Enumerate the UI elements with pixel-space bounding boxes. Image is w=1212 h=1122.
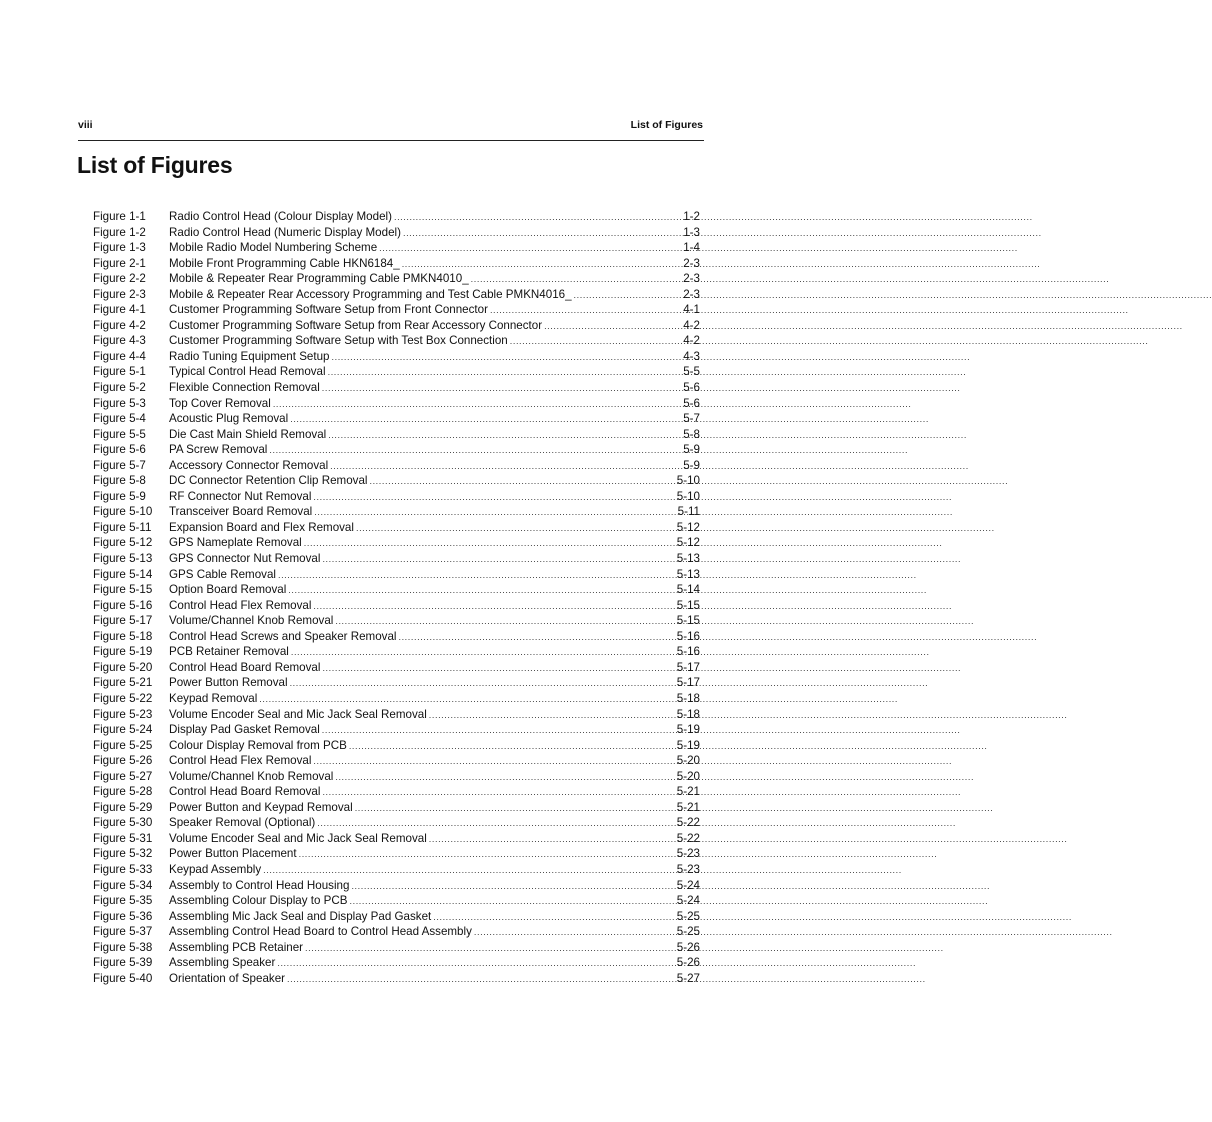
figure-list-item[interactable] xyxy=(93,225,700,241)
figure-title: Orientation of Speaker xyxy=(169,971,286,985)
figure-list-item[interactable] xyxy=(93,878,700,894)
dot-leader xyxy=(429,832,675,848)
dot-leader xyxy=(277,956,674,972)
figure-list-item[interactable] xyxy=(93,582,700,598)
figure-title: Mobile & Repeater Rear Programming Cable PMKN4010_ xyxy=(169,272,469,286)
figure-title: GPS Cable Removal xyxy=(169,567,276,581)
figure-number: Figure 5-25 xyxy=(93,738,153,752)
figure-number: Figure 5-27 xyxy=(93,769,153,783)
figure-page-number: 5-24 xyxy=(676,894,700,908)
figure-number: Figure 5-18 xyxy=(93,629,153,643)
figure-page-number: 5-7 xyxy=(683,412,700,426)
figure-title: Typical Control Head Removal xyxy=(169,365,326,379)
figure-page-number: 5-23 xyxy=(676,847,700,861)
running-title: List of Figures xyxy=(630,119,703,131)
dot-leader xyxy=(510,334,681,350)
figure-title: GPS Nameplate Removal xyxy=(169,536,302,550)
figure-list-item[interactable] xyxy=(93,629,700,645)
figure-list-item[interactable] xyxy=(93,613,700,629)
dot-leader xyxy=(322,723,675,739)
figure-page-number: 5-5 xyxy=(683,365,700,379)
figure-list-item[interactable] xyxy=(93,846,700,862)
dot-leader xyxy=(335,770,674,786)
figure-number: Figure 5-30 xyxy=(93,816,153,830)
dot-leader xyxy=(394,210,681,226)
figure-number: Figure 1-1 xyxy=(93,210,146,223)
figure-list-item[interactable] xyxy=(93,893,700,909)
figure-page-number: 5-8 xyxy=(683,427,700,441)
figure-number: Figure 5-3 xyxy=(93,396,146,410)
figure-page-number: 5-15 xyxy=(676,614,700,628)
figure-page-number: 5-10 xyxy=(676,489,700,503)
figure-page-number: 5-25 xyxy=(676,925,700,939)
figure-list-item[interactable] xyxy=(93,287,700,303)
figure-number: Figure 5-36 xyxy=(93,909,153,923)
dot-leader xyxy=(273,397,681,413)
dot-leader xyxy=(356,521,675,537)
figure-title: Colour Display Removal from PCB xyxy=(169,738,347,752)
figure-number: Figure 4-1 xyxy=(93,303,146,317)
figure-title: Customer Programming Software Setup from Rear Accessory Connector xyxy=(169,318,543,332)
figure-number: Figure 2-1 xyxy=(93,256,146,270)
figure-page-number: 5-19 xyxy=(676,723,700,737)
figure-title: Assembling Speaker xyxy=(169,956,276,970)
figure-title: Mobile Front Programming Cable HKN6184_ xyxy=(169,256,400,270)
figure-number: Figure 1-3 xyxy=(93,241,146,255)
figure-list xyxy=(93,209,700,986)
figure-title: PA Screw Removal xyxy=(169,443,268,457)
figure-number: Figure 5-2 xyxy=(93,381,146,395)
dot-leader xyxy=(471,272,682,288)
figure-page-number: 5-9 xyxy=(683,443,700,457)
dot-leader xyxy=(322,552,674,568)
figure-title: Assembling PCB Retainer xyxy=(169,940,304,954)
figure-list-item[interactable] xyxy=(93,364,700,380)
figure-number: Figure 5-11 xyxy=(93,520,152,534)
figure-page-number: 5-25 xyxy=(676,909,700,923)
figure-list-item[interactable] xyxy=(93,411,700,427)
figure-page-number: 5-17 xyxy=(676,660,700,674)
figure-title: Transceiver Board Removal xyxy=(169,505,313,519)
figure-list-item[interactable] xyxy=(93,769,700,785)
dot-leader xyxy=(351,879,674,895)
figure-number: Figure 5-24 xyxy=(93,723,153,737)
figure-number: Figure 5-39 xyxy=(93,956,153,970)
figure-page-number: 5-20 xyxy=(676,754,700,768)
figure-title: Control Head Flex Removal xyxy=(169,598,312,612)
figure-list-item[interactable] xyxy=(93,442,700,458)
dot-leader xyxy=(304,536,675,552)
dot-leader xyxy=(288,583,674,599)
figure-number: Figure 5-8 xyxy=(93,474,146,488)
figure-list-item[interactable] xyxy=(93,722,700,738)
dot-leader xyxy=(490,303,681,319)
figure-number: Figure 5-22 xyxy=(93,691,153,705)
dot-leader xyxy=(322,661,674,677)
figure-page-number: 5-15 xyxy=(676,598,700,612)
figure-list-item[interactable] xyxy=(93,815,700,831)
header-rule xyxy=(78,140,704,141)
figure-list-item[interactable] xyxy=(93,567,700,583)
figure-title: Speaker Removal (Optional) xyxy=(169,816,316,830)
figure-page-number: 5-27 xyxy=(676,971,700,985)
figure-number: Figure 2-3 xyxy=(93,287,146,301)
figure-list-item[interactable] xyxy=(93,333,700,349)
figure-page-number: 2-3 xyxy=(683,287,700,301)
figure-page-number: 5-22 xyxy=(676,816,700,830)
dot-leader xyxy=(313,490,674,506)
figure-page-number: 5-26 xyxy=(676,956,700,970)
figure-list-item[interactable] xyxy=(93,971,700,987)
figure-title: Power Button Placement xyxy=(169,847,297,861)
figure-page-number: 5-20 xyxy=(676,769,700,783)
figure-number: Figure 5-20 xyxy=(93,660,153,674)
dot-leader xyxy=(379,241,681,257)
figure-number: Figure 5-33 xyxy=(93,862,153,876)
dot-leader xyxy=(544,319,681,335)
figure-number: Figure 5-6 xyxy=(93,443,146,457)
figure-title: Mobile Radio Model Numbering Scheme xyxy=(169,241,378,255)
figure-title: Option Board Removal xyxy=(169,583,287,597)
figure-list-item[interactable] xyxy=(93,598,700,614)
figure-title: Assembly to Control Head Housing xyxy=(169,878,350,892)
figure-title: Control Head Board Removal xyxy=(169,785,321,799)
figure-list-item[interactable] xyxy=(93,520,700,536)
figure-number: Figure 5-7 xyxy=(93,458,146,472)
figure-title: Power Button Removal xyxy=(169,676,288,690)
figure-list-item[interactable] xyxy=(93,271,700,287)
figure-page-number: 5-9 xyxy=(683,458,700,472)
figure-page-number: 5-6 xyxy=(683,381,700,395)
figure-title: RF Connector Nut Removal xyxy=(169,489,312,503)
figure-number: Figure 5-23 xyxy=(93,707,153,721)
dot-leader xyxy=(305,941,675,957)
figure-title: Acoustic Plug Removal xyxy=(169,412,289,426)
figure-title: Radio Control Head (Colour Display Model) xyxy=(169,210,392,223)
figure-page-number: 5-18 xyxy=(676,707,700,721)
figure-title: Control Head Board Removal xyxy=(169,660,321,674)
dot-leader xyxy=(574,288,682,304)
figure-page-number: 1-3 xyxy=(683,225,700,239)
figure-list-item[interactable] xyxy=(93,660,700,676)
figure-title: Accessory Connector Removal xyxy=(169,458,329,472)
figure-title: Volume Encoder Seal and Mic Jack Seal Removal xyxy=(169,831,427,845)
figure-number: Figure 5-13 xyxy=(93,552,153,566)
figure-number: Figure 5-21 xyxy=(93,676,153,690)
dot-leader xyxy=(317,816,675,832)
figure-title: Volume/Channel Knob Removal xyxy=(169,614,334,628)
figure-number: Figure 5-26 xyxy=(93,754,153,768)
figure-number: Figure 5-5 xyxy=(93,427,146,441)
dot-leader xyxy=(349,739,675,755)
figure-list-item[interactable] xyxy=(93,707,700,723)
dot-leader xyxy=(335,614,674,630)
dot-leader xyxy=(433,910,675,926)
figure-title: Assembling Control Head Board to Control Head Assembly xyxy=(169,925,472,939)
figure-title: PCB Retainer Removal xyxy=(169,645,289,659)
figure-page-number: 2-3 xyxy=(683,256,700,270)
figure-number: Figure 5-37 xyxy=(93,925,153,939)
figure-number: Figure 5-34 xyxy=(93,878,153,892)
dot-leader xyxy=(287,972,675,988)
figure-title: Die Cast Main Shield Removal xyxy=(169,427,327,441)
figure-number: Figure 5-15 xyxy=(93,583,153,597)
figure-page-number: 5-13 xyxy=(676,567,700,581)
figure-page-number: 4-1 xyxy=(683,303,700,317)
figure-page-number: 5-10 xyxy=(676,474,700,488)
figure-title: Keypad Removal xyxy=(169,691,258,705)
figure-page-number: 5-12 xyxy=(676,536,700,550)
figure-number: Figure 5-14 xyxy=(93,567,153,581)
figure-title: Volume Encoder Seal and Mic Jack Seal Removal xyxy=(169,707,427,721)
dot-leader xyxy=(278,568,675,584)
figure-list-item[interactable] xyxy=(93,691,700,707)
figure-list-item[interactable] xyxy=(93,551,700,567)
figure-number: Figure 5-19 xyxy=(93,645,153,659)
figure-number: Figure 5-38 xyxy=(93,940,153,954)
figure-page-number: 5-18 xyxy=(676,691,700,705)
dot-leader xyxy=(291,645,675,661)
figure-page-number: 4-2 xyxy=(683,318,700,332)
dot-leader xyxy=(290,412,681,428)
dot-leader xyxy=(263,863,675,879)
figure-title: Expansion Board and Flex Removal xyxy=(169,520,354,534)
dot-leader xyxy=(313,754,674,770)
figure-list-item[interactable] xyxy=(93,458,700,474)
figure-list-item[interactable] xyxy=(93,473,700,489)
figure-list-item[interactable] xyxy=(93,256,700,272)
figure-page-number: 5-23 xyxy=(676,862,700,876)
figure-page-number: 5-17 xyxy=(676,676,700,690)
figure-title: Radio Tuning Equipment Setup xyxy=(169,349,330,363)
dot-leader xyxy=(330,459,681,475)
figure-number: Figure 2-2 xyxy=(93,272,146,286)
figure-number: Figure 5-17 xyxy=(93,614,153,628)
figure-page-number: 5-16 xyxy=(676,629,700,643)
figure-title: Customer Programming Software Setup with Test Box Connection xyxy=(169,334,508,348)
figure-list-item[interactable] xyxy=(93,940,700,956)
figure-title: Control Head Screws and Speaker Removal xyxy=(169,629,397,643)
figure-number: Figure 5-12 xyxy=(93,536,153,550)
figure-number: Figure 5-35 xyxy=(93,894,153,908)
figure-page-number: 5-11 xyxy=(677,505,700,519)
dot-leader xyxy=(350,894,675,910)
figure-list-item[interactable] xyxy=(93,396,700,412)
dot-leader xyxy=(403,226,681,242)
figure-title: Power Button and Keypad Removal xyxy=(169,800,353,814)
dot-leader xyxy=(328,428,681,444)
dot-leader xyxy=(290,676,675,692)
figure-title: Volume/Channel Knob Removal xyxy=(169,769,334,783)
figure-list-item[interactable] xyxy=(93,924,700,940)
figure-page-number: 5-19 xyxy=(676,738,700,752)
figure-number: Figure 1-2 xyxy=(93,225,146,239)
figure-list-item[interactable] xyxy=(93,504,700,520)
figure-list-item[interactable] xyxy=(93,349,700,365)
figure-list-item[interactable] xyxy=(93,240,700,256)
figure-number: Figure 5-32 xyxy=(93,847,153,861)
figure-page-number: 5-13 xyxy=(676,552,700,566)
dot-leader xyxy=(299,847,675,863)
dot-leader xyxy=(474,925,675,941)
figure-page-number: 1-2 xyxy=(683,210,700,223)
figure-title: Mobile & Repeater Rear Accessory Programming and Test Cable PMKN4016_ xyxy=(169,287,572,301)
figure-list-item[interactable] xyxy=(93,862,700,878)
dot-leader xyxy=(322,381,681,397)
dot-leader xyxy=(313,599,674,615)
figure-number: Figure 4-4 xyxy=(93,349,146,363)
figure-title: Keypad Assembly xyxy=(169,862,262,876)
figure-list-item[interactable] xyxy=(93,318,700,334)
figure-title: Radio Control Head (Numeric Display Model) xyxy=(169,225,401,239)
figure-number: Figure 5-4 xyxy=(93,412,146,426)
figure-title: Top Cover Removal xyxy=(169,396,271,410)
figure-list-item[interactable] xyxy=(93,427,700,443)
figure-page-number: 1-4 xyxy=(683,241,700,255)
figure-list-item[interactable] xyxy=(93,800,700,816)
dot-leader xyxy=(314,505,675,521)
figure-number: Figure 5-16 xyxy=(93,598,153,612)
figure-number: Figure 5-31 xyxy=(93,831,153,845)
figure-list-item[interactable] xyxy=(93,909,700,925)
figure-page-number: 5-6 xyxy=(683,396,700,410)
figure-list-item[interactable] xyxy=(93,644,700,660)
dot-leader xyxy=(355,801,675,817)
figure-list-item[interactable] xyxy=(93,955,700,971)
dot-leader xyxy=(269,443,681,459)
figure-number: Figure 5-1 xyxy=(93,365,146,379)
figure-page-number: 5-12 xyxy=(676,520,700,534)
figure-list-item[interactable] xyxy=(93,675,700,691)
figure-list-item[interactable] xyxy=(93,489,700,505)
page-header xyxy=(78,119,703,135)
figure-page-number: 4-2 xyxy=(683,334,700,348)
page-title: List of Figures xyxy=(77,152,233,178)
figure-title: Customer Programming Software Setup from Front Connector xyxy=(169,303,488,317)
figure-list-item[interactable] xyxy=(93,831,700,847)
dot-leader xyxy=(259,692,674,708)
figure-title: Display Pad Gasket Removal xyxy=(169,723,320,737)
figure-list-item[interactable] xyxy=(93,784,700,800)
figure-list-item[interactable] xyxy=(93,753,700,769)
figure-title: DC Connector Retention Clip Removal xyxy=(169,474,368,488)
dot-leader xyxy=(398,630,674,646)
figure-number: Figure 4-3 xyxy=(93,334,146,348)
figure-title: Assembling Mic Jack Seal and Display Pad Gasket xyxy=(169,909,432,923)
figure-page-number: 2-3 xyxy=(683,272,700,286)
dot-leader xyxy=(328,365,682,381)
figure-list-item[interactable] xyxy=(93,209,700,225)
figure-list-item[interactable] xyxy=(93,302,700,318)
dot-leader xyxy=(429,708,675,724)
figure-number: Figure 4-2 xyxy=(93,318,146,332)
figure-page-number: 5-16 xyxy=(676,645,700,659)
figure-page-number: 4-3 xyxy=(683,349,700,363)
figure-number: Figure 5-29 xyxy=(93,800,153,814)
figure-number: Figure 5-28 xyxy=(93,785,153,799)
figure-title: Control Head Flex Removal xyxy=(169,754,312,768)
figure-page-number: 5-14 xyxy=(676,583,700,597)
figure-list-item[interactable] xyxy=(93,738,700,754)
figure-number: Figure 5-40 xyxy=(93,971,153,985)
dot-leader xyxy=(322,785,674,801)
figure-number: Figure 5-9 xyxy=(93,489,146,503)
figure-list-item[interactable] xyxy=(93,380,700,396)
figure-title: Flexible Connection Removal xyxy=(169,381,320,395)
dot-leader xyxy=(369,474,674,490)
figure-list-item[interactable] xyxy=(93,535,700,551)
figure-page-number: 5-24 xyxy=(676,878,700,892)
dot-leader xyxy=(332,350,682,366)
figure-number: Figure 5-10 xyxy=(93,505,153,519)
figure-page-number: 5-21 xyxy=(676,800,700,814)
figure-page-number: 5-22 xyxy=(676,831,700,845)
dot-leader xyxy=(402,257,682,273)
figure-page-number: 5-26 xyxy=(676,940,700,954)
figure-title: Assembling Colour Display to PCB xyxy=(169,894,348,908)
figure-title: GPS Connector Nut Removal xyxy=(169,552,321,566)
page-number: viii xyxy=(78,119,93,131)
figure-page-number: 5-21 xyxy=(676,785,700,799)
